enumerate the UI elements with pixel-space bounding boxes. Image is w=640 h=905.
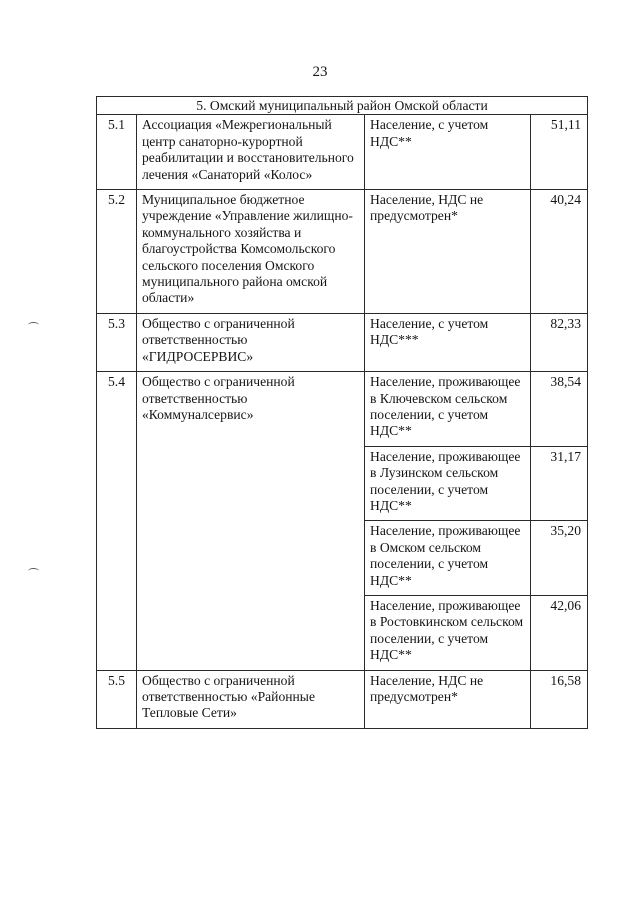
consumer-category: Население, проживающее в Ключевском сельском поселении, с учетом НДС** [365, 372, 531, 447]
tariff-value: 35,20 [531, 521, 588, 596]
consumer-category: Население, проживающее в Лузинском сельском поселении, с учетом НДС** [365, 446, 531, 521]
organization-name: Ассоциация «Межрегиональный центр санаторно-курортной реабилитации и восстановительного лечения «Санаторий «Колос» [137, 115, 365, 190]
margin-mark [28, 322, 39, 328]
consumer-category: Население, с учетом НДС*** [365, 313, 531, 371]
table-row [97, 670, 588, 728]
tariff-value: 16,58 [531, 670, 588, 728]
section-header-row [97, 97, 588, 115]
table-row [97, 115, 588, 190]
organization-name: Общество с ограниченной ответственностью «Коммуналсервис» [137, 372, 365, 671]
margin-mark [28, 568, 39, 574]
row-number: 5.5 [97, 670, 137, 728]
tariff-value: 38,54 [531, 372, 588, 447]
organization-name: Общество с ограниченной ответственностью «ГИДРОСЕРВИС» [137, 313, 365, 371]
row-number: 5.1 [97, 115, 137, 190]
table-row [97, 372, 588, 447]
tariff-value: 82,33 [531, 313, 588, 371]
consumer-category: Население, проживающее в Ростовкинском сельском поселении, с учетом НДС** [365, 595, 531, 670]
table-row [97, 190, 588, 314]
tariff-value: 31,17 [531, 446, 588, 521]
consumer-category: Население, проживающее в Омском сельском поселении, с учетом НДС** [365, 521, 531, 596]
row-number: 5.4 [97, 372, 137, 671]
row-number: 5.3 [97, 313, 137, 371]
tariff-value: 51,11 [531, 115, 588, 190]
section-title: 5. Омский муниципальный район Омской области [97, 97, 588, 115]
tariff-value: 42,06 [531, 595, 588, 670]
consumer-category: Население, с учетом НДС** [365, 115, 531, 190]
consumer-category: Население, НДС не предусмотрен* [365, 670, 531, 728]
row-number: 5.2 [97, 190, 137, 314]
page-number: 23 [312, 64, 328, 80]
tariff-table [96, 96, 588, 729]
table-row [97, 313, 588, 371]
organization-name: Общество с ограниченной ответственностью «Районные Тепловые Сети» [137, 670, 365, 728]
consumer-category: Население, НДС не предусмотрен* [365, 190, 531, 314]
tariff-value: 40,24 [531, 190, 588, 314]
organization-name: Муниципальное бюджетное учреждение «Управление жилищно-коммунального хозяйства и благоустройства Комсомольского сельского поселения Омского муниципального района омской области» [137, 190, 365, 314]
